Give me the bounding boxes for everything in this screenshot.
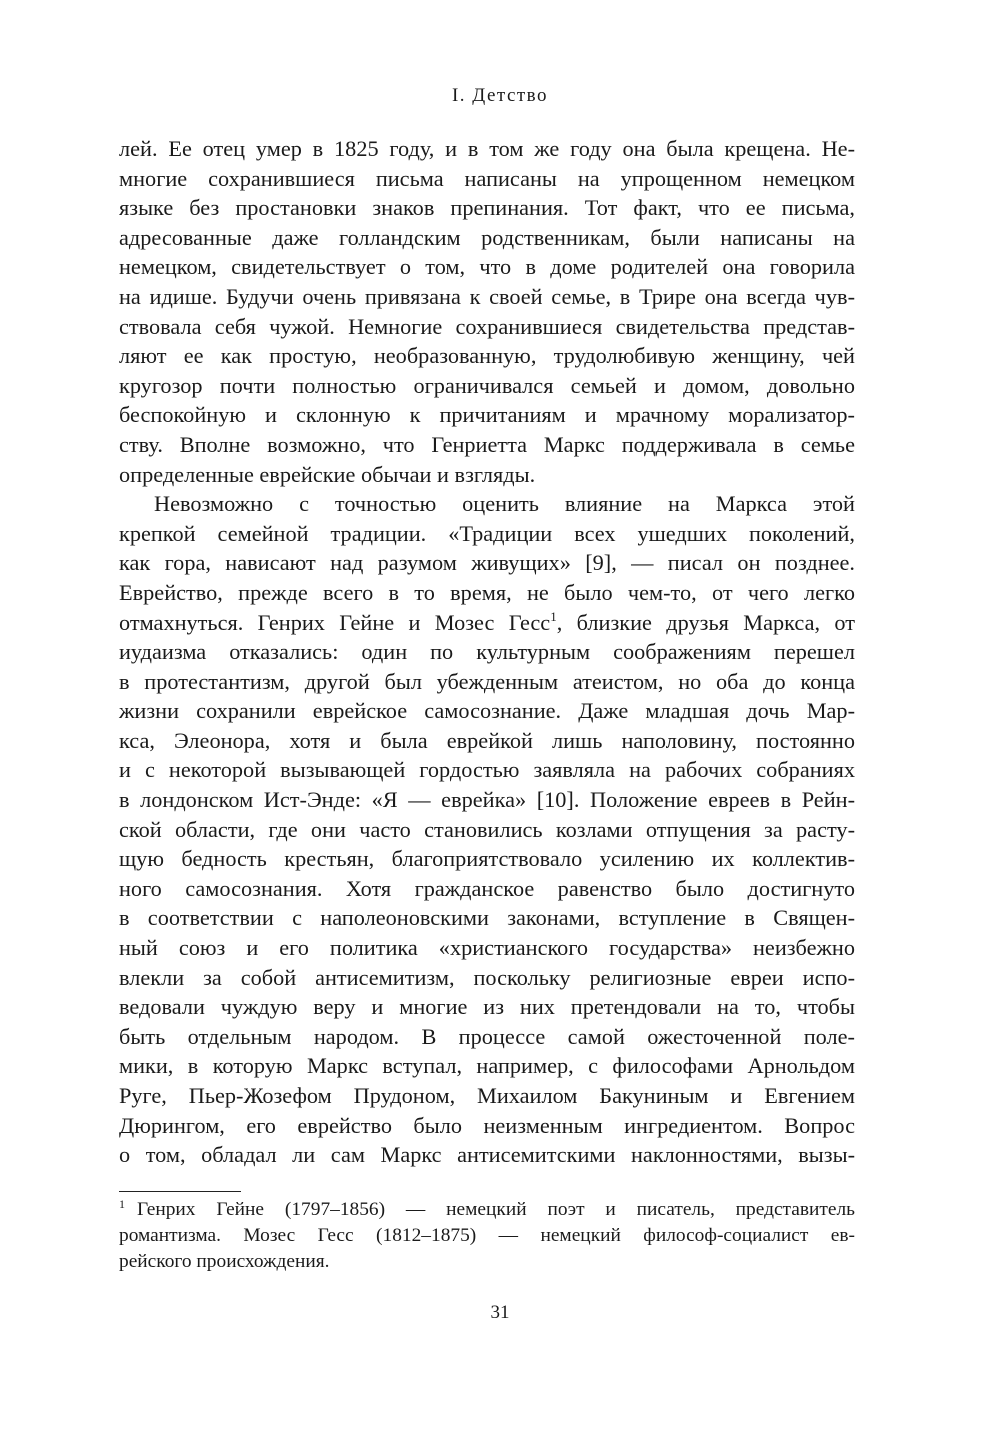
text-line: влекли за собой антисемитизм, поскольку религиозные евреи испо- [119, 964, 855, 990]
text-line: Руге, Пьер-Жозефом Прудоном, Михаилом Бакуниным и Евгением [119, 1083, 855, 1108]
footnotes [119, 1197, 855, 1275]
text-line: и с некоторой вызывающей гордостью заявляла на рабочих собраниях [119, 757, 855, 783]
text-line-with-footnote-ref [119, 608, 855, 638]
text-line: щую бедность крестьян, благоприятствовало усилению их коллектив- [119, 846, 855, 872]
text-line: ный союз и его политика «христианского государства» неизбежно [119, 935, 855, 961]
running-header: I. Детство [451, 85, 549, 106]
text-line: Невозможно с точностью оценить влияние на Маркса этой [154, 491, 855, 517]
footnote-line: романтизма. Мозес Гесс (1812–1875) — немецкий философ-социалист ев- [119, 1225, 855, 1246]
footnote-line [119, 1197, 855, 1223]
text-line: на идише. Будучи очень привязана к своей семье, в Трире она всегда чув- [119, 283, 855, 309]
text-line: беспокойную и склонную к причитаниям и мрачному морализатор- [119, 402, 855, 428]
text-line: ствовала себя чужой. Немногие сохранившиеся свидетельства представ- [119, 313, 855, 339]
text-line: кругозор почти полностью ограничивался семьей и домом, довольно [119, 372, 855, 398]
text-line: в соответствии с наполеоновскими законами, вступление в Священ- [119, 905, 855, 931]
text-line: кса, Элеонора, хотя и была еврейкой лишь наполовину, постоянно [119, 727, 855, 753]
footnote-reference[interactable]: 1 [550, 608, 557, 624]
text-line: о том, обладал ли сам Маркс антисемитскими наклонностями, вызы- [119, 1142, 855, 1168]
text-line: ного самосознания. Хотя гражданское равенство было достигнуто [119, 875, 855, 901]
text-line: как гора, нависают над разумом живущих» [9], — писал он позднее. [119, 550, 855, 576]
text-line: ведовали чуждую веру и многие из них претендовали на то, чтобы [119, 994, 855, 1020]
text-line: крепкой семейной традиции. «Традиции всех ушедших поколений, [119, 520, 855, 546]
text-line: немецком, свидетельствует о том, что в доме родителей она говорила [119, 254, 855, 280]
text-line: ству. Вполне возможно, что Генриетта Маркс поддерживала в семье [119, 431, 855, 457]
text-line: определенные еврейские обычаи и взгляды. [119, 461, 536, 487]
text-line: иудаизма отказались: один по культурным соображениям перешел [119, 639, 855, 665]
text-line: мики, в которую Маркс вступал, например, с философами Арнольдом [119, 1053, 855, 1079]
text-line: жизни сохранили еврейское самосознание. Даже младшая дочь Мар- [119, 698, 855, 724]
text-line: языке без простановки знаков препинания. Тот факт, что ее письма, [119, 195, 855, 221]
text-line: ской области, где они часто становились козлами отпущения за расту- [119, 816, 855, 842]
text-line: многие сохранившиеся письма написаны на упрощенном немецком [119, 165, 855, 191]
text-segment: отмахнуться. Генрих Гейне и Мозес Гесс [119, 609, 551, 635]
footnote-line: рейского происхождения. [119, 1251, 330, 1272]
body-text [119, 134, 855, 1170]
text-segment: , близкие друзья Маркса, от [556, 609, 856, 635]
paragraph-1 [119, 134, 855, 489]
text-line: ляют ее как простую, необразованную, трудолюбивую женщину, чей [119, 343, 855, 369]
page-number: 31 [490, 1302, 510, 1323]
footnote-divider [119, 1191, 241, 1192]
text-line: в лондонском Ист-Энде: «Я — еврейка» [10]. Положение евреев в Рейн- [119, 787, 855, 813]
text-line: Еврейство, прежде всего в то время, не было чем-то, от чего легко [119, 579, 855, 605]
footnote-marker: 1 [119, 1197, 125, 1211]
text-line: адресованные даже голландским родственникам, были написаны на [119, 224, 855, 250]
footnote-text: Генрих Гейне (1797–1856) — немецкий поэт и писатель, представитель [137, 1199, 855, 1220]
text-line: лей. Ее отец умер в 1825 году, и в том же году она была крещена. Не- [119, 136, 855, 161]
text-line: в протестантизм, другой был убежденным атеистом, но оба до конца [119, 668, 855, 694]
paragraph-2 [119, 489, 855, 1170]
text-line: Дюрингом, его еврейство было неизменным ингредиентом. Вопрос [119, 1112, 855, 1138]
text-line: быть отдельным народом. В процессе самой ожесточенной поле- [119, 1023, 855, 1049]
